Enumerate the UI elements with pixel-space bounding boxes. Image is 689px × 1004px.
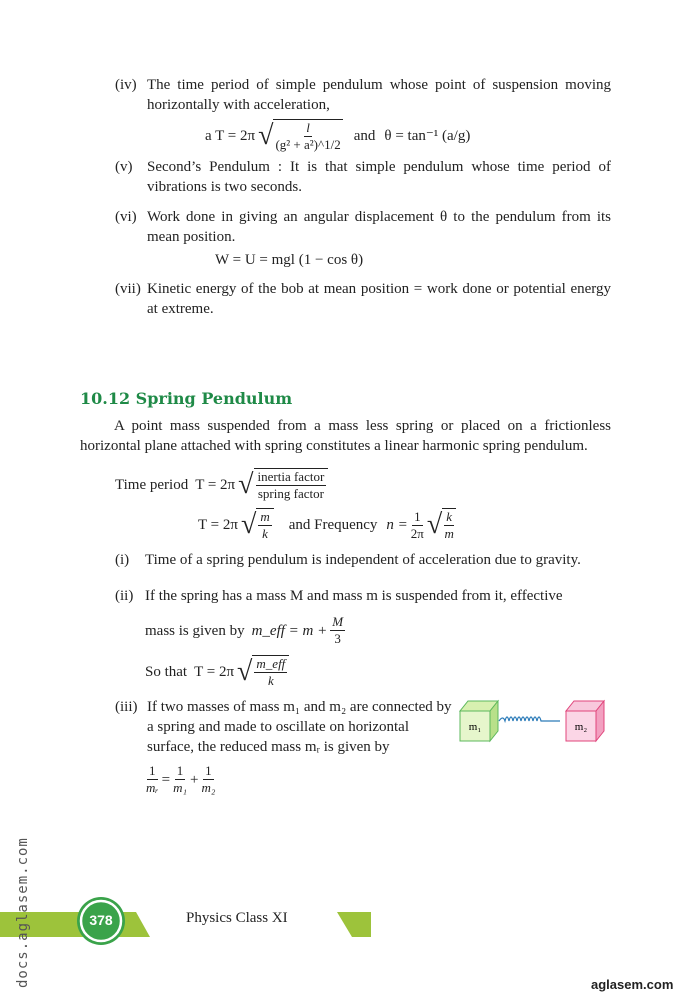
equation-meff [145,614,611,647]
eq-num: 1 [205,763,212,778]
eq-den: spring factor [257,486,324,501]
list-item [80,550,611,570]
item-text: If the spring has a mass M and mass m is suspended from it, effective [145,588,563,604]
eq-num: 1 [176,763,184,778]
eq-text: n = [386,517,408,533]
item-text: Second’s Pendulum : It is that simple pendulum whose time period of vibrations is two seconds. [147,159,611,195]
footer-title: Physics Class XI [186,910,288,926]
eq-text: Time period [115,477,189,493]
item-text: Kinetic energy of the bob at mean position = work done or potential energy at extreme. [147,281,611,317]
eq-den: m₂ [201,780,216,795]
eq-text: θ = tan⁻¹ (a/g) [384,128,471,144]
item-label: (v) [115,159,133,175]
eq-num: m [260,509,270,524]
eq-text: and [353,128,376,144]
sqrt-sign: √ [240,509,257,540]
equation-sothat [145,655,611,689]
item-label: (iii) [115,699,138,715]
eq-text: So that [145,664,188,680]
list-item [80,157,611,197]
eq-den: m₁ [173,780,187,795]
list-item [80,207,611,247]
page-number: 378 [89,912,113,928]
item-text: The time period of simple pendulum whose point of suspension moving horizontally with acceleration, [147,77,611,113]
eq-text: T = 2π [195,477,236,493]
eq-den: m [444,526,454,541]
eq-den: k [267,673,274,688]
eq-den: 2π [410,525,424,541]
eq-text: a T = 2π [205,128,256,144]
m2-label: m₂ [574,721,588,733]
eq-num: m_eff [256,656,286,671]
spring-icon [499,717,560,721]
sqrt-sign: √ [237,656,253,687]
spring-masses-figure [456,697,611,743]
section-heading: 10.12 Spring Pendulum [80,389,293,408]
eq-text: T = 2π [194,664,235,680]
eq-den: k [262,526,268,541]
m1-label: m₁ [468,721,482,733]
item-label: (iv) [115,77,137,93]
item-text: If two masses of mass m₁ and m₂ are connected by a spring and made to oscillate on horizontal surface, the reduced mass mᵣ is given by [147,699,452,755]
eq-text: mass is given by [145,622,245,639]
item-label: (ii) [115,588,134,604]
eq-text: and Frequency [288,517,378,533]
sqrt-sign: √ [258,120,274,151]
reduced-mass-row [80,697,611,757]
item-text: Time of a spring pendulum is independent of acceleration due to gravity. [145,552,581,568]
brand-link[interactable]: aglasem.com [591,977,674,992]
eq-text: T = 2π [198,517,238,533]
eq-den: mᵣ [146,780,159,795]
eq-den: (g² + a²)^1/2 [275,137,341,152]
eq-num: M [332,614,344,629]
sqrt-sign: √ [426,509,443,540]
eq-den: 3 [334,631,341,646]
equation-time-period [115,468,611,502]
eq-num: k [446,509,453,524]
list-item [80,279,611,319]
eq-num: 1 [414,508,421,524]
item-label: (vi) [115,209,137,225]
eq-num: inertia factor [257,469,325,484]
equation-work: W = U = mgl (1 − cos θ) [215,252,364,268]
list-item [80,75,611,115]
eq-text: m_eff = m + [251,622,328,639]
eq-text: = [161,771,171,788]
eq-num: l [306,120,310,135]
equation-reduced-mass [146,763,611,796]
equation-spring [198,508,611,542]
eq-num: 1 [149,763,156,778]
side-watermark: docs.aglasem.com [15,837,31,988]
item-text: Work done in giving an angular displacement θ to the pendulum from its mean position. [147,209,611,245]
item-label: (i) [115,552,130,568]
section-paragraph: A point mass suspended from a mass less spring or placed on a frictionless horizontal plane attached with spring constitutes a linear harmonic spring pendulum. [80,418,611,454]
item-label: (vii) [115,281,141,297]
eq-text: + [189,771,199,788]
equation-iv [205,119,611,153]
list-item [80,586,611,606]
list-item [80,697,456,757]
spring-pendulum-section [80,388,611,796]
sqrt-sign: √ [238,469,254,500]
pendulum-points [80,75,611,319]
